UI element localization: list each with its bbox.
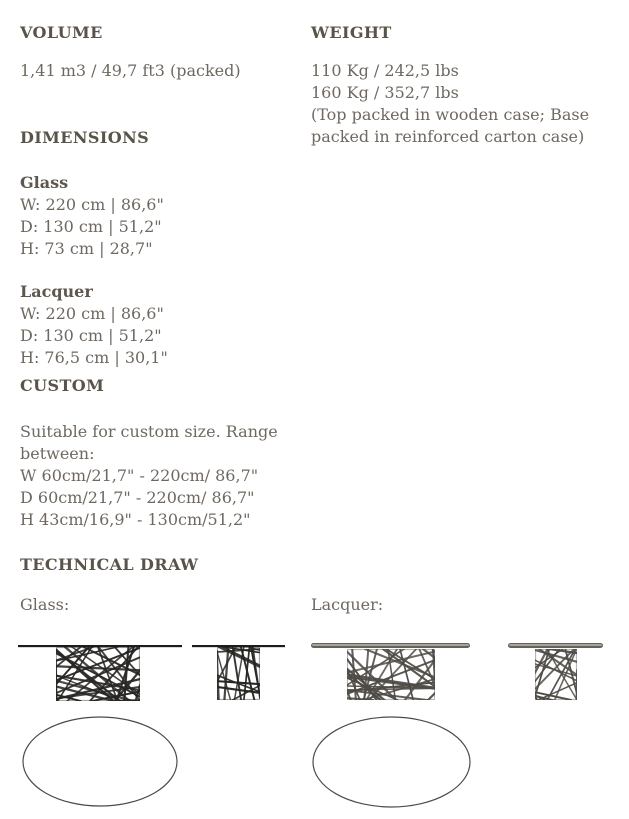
weight-line: packed in reinforced carton case) xyxy=(311,127,585,146)
weight-line: 110 Kg / 242,5 lbs xyxy=(311,61,459,80)
glass-large-nest-base-drawing xyxy=(56,647,140,701)
custom-line: W 60cm/21,7" - 220cm/ 86,7" xyxy=(20,466,259,485)
custom-line: Suitable for custom size. Range xyxy=(20,422,278,441)
dimensions-glass-group xyxy=(20,172,164,260)
custom-section-title: CUSTOM xyxy=(20,376,105,395)
lacquer-top-view-ellipse xyxy=(312,716,471,808)
weight-values xyxy=(311,60,589,148)
dimension-line: W: 220 cm | 86,6" xyxy=(20,195,164,214)
dimension-line: D: 130 cm | 51,2" xyxy=(20,326,162,345)
lacquer-large-tabletop-bar xyxy=(311,643,470,648)
weight-line: (Top packed in wooden case; Base xyxy=(311,105,590,124)
dimension-line: H: 76,5 cm | 30,1" xyxy=(20,348,168,367)
custom-line: D 60cm/21,7" - 220cm/ 86,7" xyxy=(20,488,255,507)
custom-line: H 43cm/16,9" - 130cm/51,2" xyxy=(20,510,251,529)
technical-draw-section-title: TECHNICAL DRAW xyxy=(20,555,199,574)
technical-draw-lacquer-label: Lacquer: xyxy=(311,595,384,614)
glass-top-view-ellipse xyxy=(22,716,178,807)
custom-text xyxy=(20,421,278,531)
glass-small-nest-base-drawing xyxy=(217,647,260,700)
dimension-line: W: 220 cm | 86,6" xyxy=(20,304,164,323)
dimension-line: H: 73 cm | 28,7" xyxy=(20,239,153,258)
lacquer-small-nest-base-drawing xyxy=(535,649,577,700)
technical-draw-glass-label: Glass: xyxy=(20,595,70,614)
dimensions-glass-name: Glass xyxy=(20,173,69,192)
lacquer-large-nest-base-drawing xyxy=(347,649,435,700)
dimensions-lacquer-group xyxy=(20,281,168,369)
lacquer-small-tabletop-bar xyxy=(508,643,603,648)
dimension-line: D: 130 cm | 51,2" xyxy=(20,217,162,236)
dimensions-lacquer-name: Lacquer xyxy=(20,282,93,301)
dimensions-section-title: DIMENSIONS xyxy=(20,128,150,147)
volume-section-title: VOLUME xyxy=(20,23,103,42)
weight-line: 160 Kg / 352,7 lbs xyxy=(311,83,459,102)
volume-value: 1,41 m3 / 49,7 ft3 (packed) xyxy=(20,61,241,80)
weight-section-title: WEIGHT xyxy=(311,23,392,42)
custom-line: between: xyxy=(20,444,95,463)
